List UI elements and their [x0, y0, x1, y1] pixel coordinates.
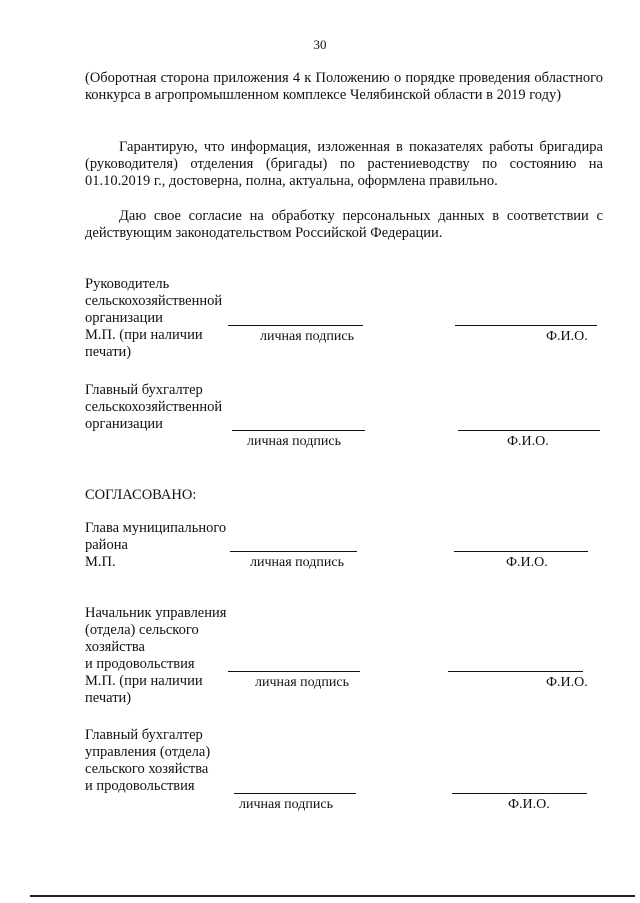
chief-accountant-org-fio-label: Ф.И.О. — [507, 434, 549, 449]
head-municipal-signature-label: личная подпись — [250, 555, 344, 570]
head-agri-department-line: М.П. (при наличии — [85, 673, 203, 689]
chief-accountant-department-line: и продовольствия — [85, 778, 195, 794]
head-agri-department-signature-label: личная подпись — [255, 675, 349, 690]
chief-accountant-department-fio-line — [452, 793, 587, 794]
head-agri-department-signature-line — [228, 671, 360, 672]
head-agri-department-line: Начальник управления — [85, 605, 227, 621]
head-municipal-line: района — [85, 537, 128, 553]
head-agri-department-fio-line — [448, 671, 583, 672]
head-org-fio-label: Ф.И.О. — [546, 329, 588, 344]
head-org-signature-label: личная подпись — [260, 329, 354, 344]
header-note: (Оборотная сторона приложения 4 к Положению о порядке проведения областного конкурса в агропромышленном комплексе Челябинской области в 2019 году) — [85, 70, 603, 103]
head-agri-department-line: (отдела) сельского — [85, 622, 199, 638]
chief-accountant-org-label — [85, 382, 235, 433]
chief-accountant-department-signature-line — [234, 793, 356, 794]
page-bottom-edge — [30, 895, 635, 897]
head-municipal-fio-line — [454, 551, 588, 552]
head-org-line: сельскохозяйственной — [85, 293, 223, 309]
head-municipal-label — [85, 520, 235, 571]
chief-accountant-org-line: сельскохозяйственной — [85, 399, 223, 415]
page-number: 30 — [313, 37, 327, 52]
head-agri-department-line: печати) — [85, 690, 132, 706]
head-org-label — [85, 276, 235, 361]
head-org-line: печати) — [85, 344, 132, 360]
head-agri-department-fio-label: Ф.И.О. — [546, 675, 588, 690]
chief-accountant-department-line: управления (отдела) — [85, 744, 211, 760]
chief-accountant-org-fio-line — [458, 430, 600, 431]
head-org-line: организации — [85, 310, 163, 326]
consent-paragraph: Даю свое согласие на обработку персональных данных в соответствии с действующим законодательством Российской Федерации. — [85, 208, 603, 241]
head-org-line: Руководитель — [85, 276, 170, 292]
agreed-heading: СОГЛАСОВАНО: — [85, 487, 197, 503]
head-agri-department-line: и продовольствия — [85, 656, 195, 672]
guarantee-paragraph: Гарантирую, что информация, изложенная в показателях работы бригадира (руководителя) отделения (бригады) по растениеводству по состоянию на 01.10.2019 г., достоверна, полна, актуальна, оформлена правильно. — [85, 139, 603, 189]
head-municipal-signature-line — [230, 551, 357, 552]
chief-accountant-department-line: Главный бухгалтер — [85, 727, 203, 743]
head-org-signature-line — [228, 325, 363, 326]
head-agri-department-label — [85, 605, 235, 707]
chief-accountant-org-line: Главный бухгалтер — [85, 382, 203, 398]
head-municipal-line: Глава муниципального — [85, 520, 227, 536]
chief-accountant-department-fio-label: Ф.И.О. — [508, 797, 550, 812]
head-org-line: М.П. (при наличии — [85, 327, 203, 343]
head-org-fio-line — [455, 325, 597, 326]
chief-accountant-org-signature-line — [232, 430, 365, 431]
head-municipal-fio-label: Ф.И.О. — [506, 555, 548, 570]
chief-accountant-department-signature-label: личная подпись — [239, 797, 333, 812]
chief-accountant-department-label — [85, 727, 235, 795]
chief-accountant-department-line: сельского хозяйства — [85, 761, 209, 777]
head-municipal-line: М.П. — [85, 554, 116, 570]
chief-accountant-org-line: организации — [85, 416, 163, 432]
chief-accountant-org-signature-label: личная подпись — [247, 434, 341, 449]
head-agri-department-line: хозяйства — [85, 639, 145, 655]
